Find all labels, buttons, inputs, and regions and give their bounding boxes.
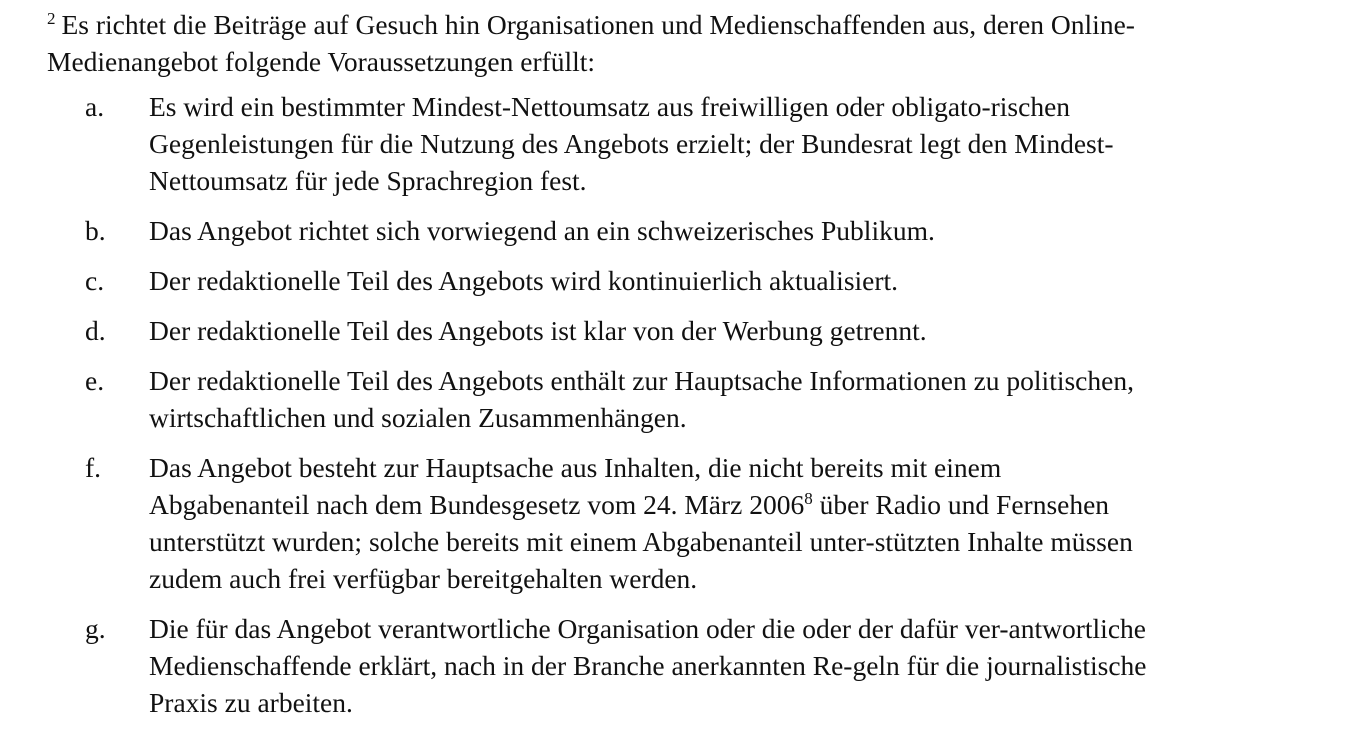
list-item-text bbox=[149, 449, 1162, 597]
requirements-list bbox=[47, 88, 1162, 721]
paragraph-number: 2 bbox=[47, 9, 56, 28]
list-item-g bbox=[47, 610, 1162, 721]
list-item-text: Es wird ein bestimmter Mindest-Nettoumsatz aus freiwilligen oder obligato-rischen Gegenleistungen für die Nutzung des Angebots erzielt; der Bundesrat legt den Mindest-Nettoumsatz für jede Sprachregion fest. bbox=[149, 91, 1114, 196]
list-marker: d. bbox=[85, 315, 106, 346]
list-marker: b. bbox=[85, 215, 106, 246]
list-item-text: Der redaktionelle Teil des Angebots ist klar von der Werbung getrennt. bbox=[149, 315, 927, 346]
paragraph-intro bbox=[47, 6, 1162, 80]
list-item-text: Der redaktionelle Teil des Angebots wird kontinuierlich aktualisiert. bbox=[149, 265, 899, 296]
list-marker: c. bbox=[85, 265, 105, 296]
list-marker: a. bbox=[85, 91, 105, 122]
list-item-e bbox=[47, 362, 1162, 436]
list-marker: f. bbox=[85, 452, 102, 483]
list-marker: e. bbox=[85, 365, 105, 396]
list-item-text: Das Angebot richtet sich vorwiegend an ein schweizerisches Publikum. bbox=[149, 215, 935, 246]
list-item-f bbox=[47, 449, 1162, 597]
list-item-text-after-footnote: über Radio und Fernsehen unterstützt wurden; solche bereits mit einem Abgabenanteil unter-stützten Inhalte müssen zudem auch frei verfügbar bereitgehalten werden. bbox=[149, 489, 1133, 594]
list-marker: g. bbox=[85, 613, 106, 644]
list-item-c bbox=[47, 262, 1162, 299]
list-item-text: Die für das Angebot verantwortliche Organisation oder die oder der dafür ver-antwortliche Medienschaffende erklärt, nach in der Branche anerkannten Re-geln für die journalistische Praxis zu arbeiten. bbox=[149, 613, 1147, 718]
list-item-b bbox=[47, 212, 1162, 249]
list-item-text-before-footnote: Das Angebot besteht zur Hauptsache aus Inhalten, die nicht bereits mit einem Abgabenanteil nach dem Bundesgesetz vom 24. März 2006 bbox=[149, 452, 1002, 520]
list-item-text: Der redaktionelle Teil des Angebots enthält zur Hauptsache Informationen zu politischen, wirtschaftlichen und sozialen Zusammenhängen. bbox=[149, 365, 1134, 433]
paragraph-intro-text: Es richtet die Beiträge auf Gesuch hin Organisationen und Medienschaffenden aus, deren Online-Medienangebot folgende Voraussetzungen erfüllt: bbox=[47, 9, 1135, 77]
footnote-reference[interactable]: 8 bbox=[804, 489, 813, 508]
list-item-d bbox=[47, 312, 1162, 349]
list-item-a bbox=[47, 88, 1162, 199]
document-page bbox=[47, 6, 1162, 734]
